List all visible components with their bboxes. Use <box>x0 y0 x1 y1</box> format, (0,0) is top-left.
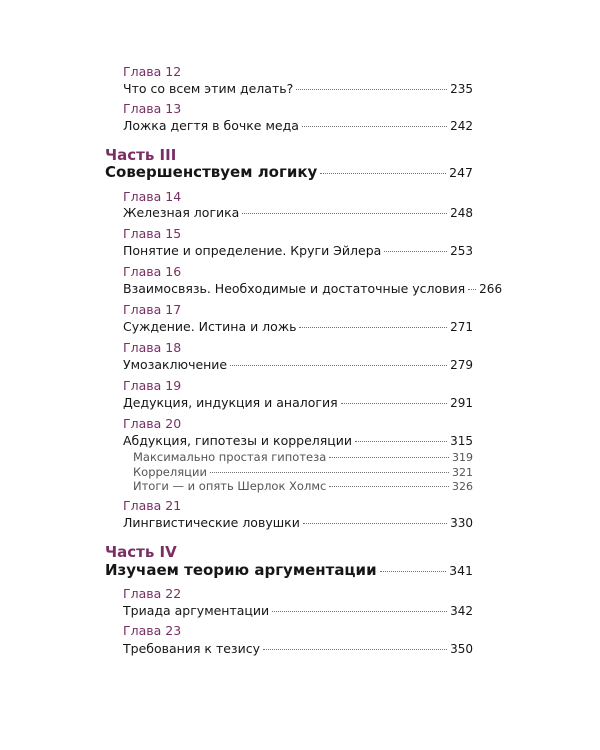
dot-leader <box>329 486 449 487</box>
chapter-13-page: 242 <box>450 119 473 133</box>
chapter-16-label: Глава 16 <box>123 264 182 279</box>
toc-entry-chapter-14[interactable] <box>123 205 473 221</box>
dot-leader <box>303 523 447 524</box>
chapter-17-title: Суждение. Истина и ложь <box>123 319 297 334</box>
chapter-18-page: 279 <box>450 358 473 372</box>
toc-entry-chapter-22[interactable] <box>123 603 473 619</box>
part-4-page: 341 <box>449 563 473 578</box>
subsection-page: 326 <box>452 480 473 493</box>
toc-entry-chapter-21[interactable] <box>123 515 473 531</box>
dot-leader <box>272 611 447 612</box>
chapter-13-title: Ложка дегтя в бочке меда <box>123 118 299 133</box>
subsection-title: Итоги — и опять Шерлок Холмс <box>133 479 327 493</box>
subsection-page: 321 <box>452 466 473 479</box>
toc-entry-part-3[interactable] <box>105 163 473 182</box>
toc-entry-part-4[interactable] <box>105 561 473 580</box>
chapter-23-page: 350 <box>450 642 473 656</box>
chapter-16-page: 266 <box>479 282 503 296</box>
toc-subentry-simple-hypothesis[interactable] <box>133 450 473 465</box>
chapter-21-title: Лингвистические ловушки <box>123 515 300 530</box>
dot-leader <box>263 649 447 650</box>
chapter-19-title: Дедукция, индукция и аналогия <box>123 395 338 410</box>
toc-entry-chapter-17[interactable] <box>123 319 473 335</box>
chapter-23-title: Требования к тезису <box>123 641 260 656</box>
chapter-21-label: Глава 21 <box>123 498 182 513</box>
toc-entry-chapter-13[interactable] <box>123 118 473 134</box>
dot-leader <box>210 472 449 473</box>
chapter-18-title: Умозаключение <box>123 357 228 372</box>
toc-entry-chapter-15[interactable] <box>123 243 473 259</box>
dot-leader <box>384 251 447 252</box>
subsection-page: 319 <box>452 451 473 464</box>
toc-subentry-correlations[interactable] <box>133 465 473 480</box>
chapter-22-page: 342 <box>450 604 473 618</box>
chapter-15-title: Понятие и определение. Круги Эйлера <box>123 243 382 258</box>
toc-entry-chapter-18[interactable] <box>123 357 473 373</box>
chapter-20-label: Глава 20 <box>123 416 182 431</box>
chapter-21-page: 330 <box>450 516 473 530</box>
part-4-title: Изучаем теорию аргументации <box>105 561 377 579</box>
chapter-19-label: Глава 19 <box>123 378 182 393</box>
chapter-17-page: 271 <box>450 320 473 334</box>
chapter-22-title: Триада аргументации <box>123 603 270 618</box>
toc-entry-chapter-16[interactable] <box>123 281 503 297</box>
dot-leader <box>230 365 447 366</box>
chapter-19-page: 291 <box>450 396 473 410</box>
chapter-20-title: Абдукция, гипотезы и корреляции <box>123 433 353 448</box>
chapter-12-page: 235 <box>450 82 473 96</box>
chapter-14-page: 248 <box>450 206 473 220</box>
chapter-12-title: Что со всем этим делать? <box>123 81 294 96</box>
chapter-15-label: Глава 15 <box>123 226 182 241</box>
toc-entry-chapter-20[interactable] <box>123 433 473 449</box>
dot-leader <box>380 571 447 572</box>
toc-entry-chapter-12[interactable] <box>123 81 473 97</box>
part-3-title: Совершенствуем логику <box>105 163 318 181</box>
dot-leader <box>320 173 446 174</box>
dot-leader <box>329 457 449 458</box>
dot-leader <box>299 327 447 328</box>
chapter-18-label: Глава 18 <box>123 340 182 355</box>
chapter-14-title: Железная логика <box>123 205 240 220</box>
toc-entry-chapter-23[interactable] <box>123 641 473 657</box>
chapter-23-label: Глава 23 <box>123 623 182 638</box>
part-4-label: Часть IV <box>105 543 177 561</box>
subsection-title: Максимально простая гипотеза <box>133 450 327 464</box>
chapter-15-page: 253 <box>450 244 473 258</box>
subsection-title: Корреляции <box>133 465 207 479</box>
dot-leader <box>468 289 476 290</box>
part-3-label: Часть III <box>105 146 177 164</box>
chapter-20-page: 315 <box>450 434 473 448</box>
chapter-17-label: Глава 17 <box>123 302 182 317</box>
chapter-16-title: Взаимосвязь. Необходимые и достаточные условия <box>123 281 466 296</box>
dot-leader <box>242 213 447 214</box>
part-3-page: 247 <box>449 165 473 180</box>
dot-leader <box>355 441 447 442</box>
dot-leader <box>302 126 447 127</box>
dot-leader <box>296 89 447 90</box>
chapter-14-label: Глава 14 <box>123 189 182 204</box>
toc-entry-chapter-19[interactable] <box>123 395 473 411</box>
chapter-13-label: Глава 13 <box>123 101 182 116</box>
dot-leader <box>341 403 448 404</box>
chapter-22-label: Глава 22 <box>123 586 182 601</box>
toc-subentry-summary-sherlock[interactable] <box>133 479 473 494</box>
chapter-12-label: Глава 12 <box>123 64 182 79</box>
